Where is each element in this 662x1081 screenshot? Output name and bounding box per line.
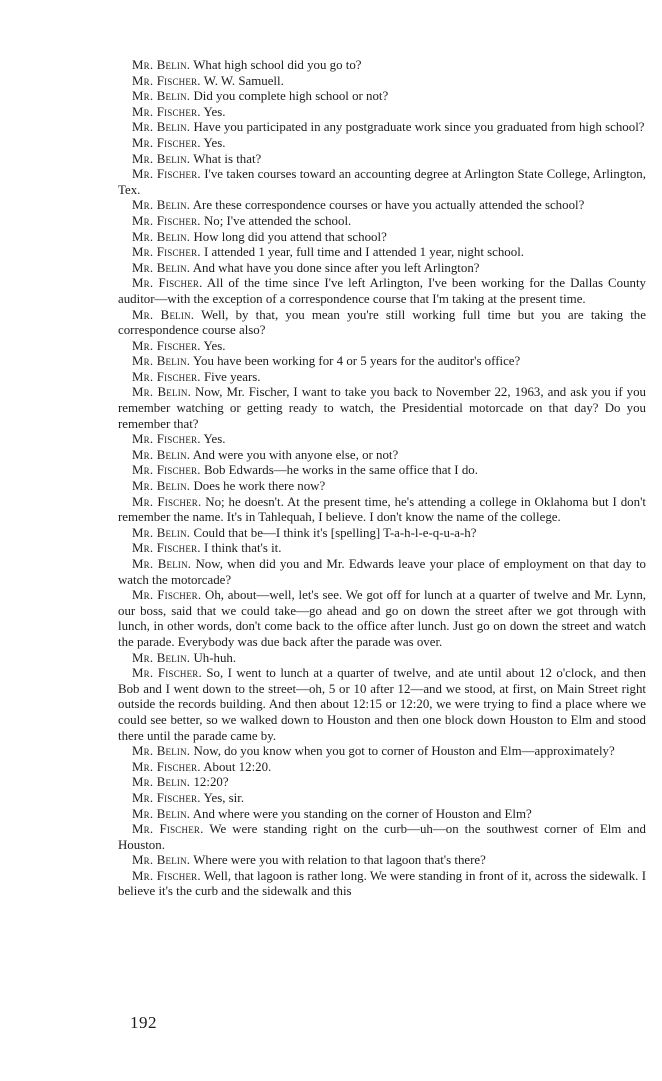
dialogue-paragraph	[118, 370, 646, 386]
dialogue-text: Oh, about—well, let's see. We got off for lunch at a quarter of twelve and Mr. Lynn, our boss, said that we could take—go ahead and go on down the street after we got through with lunch, in other words, don't come back to the office after lunch. Just go on down the street and watch the parade. Everybody was due back after the parade was over.	[118, 588, 646, 649]
speaker-label: Mr. Belin.	[132, 525, 191, 540]
dialogue-text: Now, Mr. Fischer, I want to take you back to November 22, 1963, and ask you if you remember watching or getting ready to watch, the Presidential motorcade on that day? Do you remember that?	[118, 385, 646, 431]
dialogue-text: Five years.	[203, 369, 261, 384]
speaker-label: Mr. Belin.	[132, 557, 192, 571]
speaker-label: Mr. Belin.	[132, 650, 191, 665]
dialogue-paragraph	[118, 822, 646, 853]
dialogue-paragraph	[118, 354, 646, 370]
dialogue-text: Bob Edwards—he works in the same office that I do.	[203, 463, 478, 478]
dialogue-paragraph	[118, 775, 646, 791]
dialogue-text: Could that be—I think it's [spelling] T-a-h-l-e-q-u-a-h?	[193, 525, 477, 540]
dialogue-paragraph	[118, 230, 646, 246]
speaker-label: Mr. Belin.	[132, 447, 191, 462]
dialogue-paragraph	[118, 152, 646, 168]
dialogue-paragraph	[118, 276, 646, 307]
dialogue-text: We were standing right on the curb—uh—on the southwest corner of Elm and Houston.	[118, 822, 646, 852]
dialogue-paragraph	[118, 339, 646, 355]
dialogue-paragraph	[118, 588, 646, 650]
dialogue-paragraph	[118, 167, 646, 198]
dialogue-text: Yes, sir.	[203, 790, 245, 805]
dialogue-text: Now, do you know when you got to corner of Houston and Elm—approximately?	[193, 744, 615, 759]
dialogue-paragraph	[118, 495, 646, 526]
speaker-label: Mr. Fischer.	[132, 135, 201, 150]
dialogue-text: And were you with anyone else, or not?	[192, 447, 399, 462]
dialogue-text: And where were you standing on the corner of Houston and Elm?	[192, 806, 532, 821]
dialogue-text: About 12:20.	[203, 759, 272, 774]
speaker-label: Mr. Belin.	[132, 58, 191, 72]
dialogue-text: Where were you with relation to that lagoon that's there?	[193, 853, 486, 868]
dialogue-text: Yes.	[203, 338, 226, 353]
dialogue-paragraph	[118, 853, 646, 869]
speaker-label: Mr. Fischer.	[132, 73, 201, 88]
speaker-label: Mr. Fischer.	[132, 104, 201, 119]
speaker-label: Mr. Fischer.	[132, 868, 201, 883]
dialogue-paragraph	[118, 448, 646, 464]
dialogue-text: W. W. Samuell.	[203, 73, 284, 88]
dialogue-text: Are these correspondence courses or have you actually attended the school?	[192, 198, 585, 213]
speaker-label: Mr. Fischer.	[132, 666, 202, 681]
dialogue-paragraph	[118, 526, 646, 542]
dialogue-text: Now, when did you and Mr. Edwards leave your place of employment on that day to watch the motorcade?	[118, 557, 646, 587]
speaker-label: Mr. Belin.	[132, 853, 191, 868]
dialogue-paragraph	[118, 120, 646, 136]
speaker-label: Mr. Fischer.	[132, 494, 202, 509]
dialogue-text: So, I went to lunch at a quarter of twelve, and ate until about 12 o'clock, and then Bob and I went down to the street—oh, 5 or 10 after 12—and we stood, at first, on Main Street right outside the records building. And then about 12:15 or 12:20, we were trying to find a place where we could see better, so we walked down to Houston and then one block down Houston to Elm and stood there until the parade came by.	[118, 666, 646, 743]
speaker-label: Mr. Fischer.	[132, 213, 201, 228]
dialogue-paragraph	[118, 214, 646, 230]
dialogue-text: How long did you attend that school?	[193, 229, 387, 244]
dialogue-text: No; he doesn't. At the present time, he's attending a college in Oklahoma but I don't remember the name. It's in Tahlequah, I believe. I don't know the name of the college.	[118, 494, 646, 525]
speaker-label: Mr. Belin.	[132, 120, 191, 135]
dialogue-paragraph	[118, 74, 646, 90]
speaker-label: Mr. Belin.	[132, 89, 191, 104]
dialogue-paragraph	[118, 791, 646, 807]
dialogue-text: Yes.	[203, 432, 226, 447]
dialogue-paragraph	[118, 760, 646, 776]
dialogue-paragraph	[118, 869, 646, 900]
dialogue-text: I think that's it.	[203, 541, 282, 556]
dialogue-text: What high school did you go to?	[193, 58, 362, 72]
speaker-label: Mr. Belin.	[132, 198, 191, 213]
speaker-label: Mr. Fischer.	[132, 790, 201, 805]
speaker-label: Mr. Fischer.	[132, 276, 203, 291]
speaker-label: Mr. Belin.	[132, 385, 192, 400]
dialogue-paragraph	[118, 541, 646, 557]
dialogue-paragraph	[118, 479, 646, 495]
dialogue-text: And what have you done since after you left Arlington?	[192, 260, 480, 275]
dialogue-text: Well, that lagoon is rather long. We were standing in front of it, across the sidewalk. I believe it's the curb and the sidewalk and this	[118, 868, 646, 899]
speaker-label: Mr. Belin.	[132, 806, 191, 821]
dialogue-text: I attended 1 year, full time and I attended 1 year, night school.	[203, 245, 525, 260]
dialogue-text: Does he work there now?	[193, 479, 326, 494]
dialogue-paragraph	[118, 58, 646, 74]
dialogue-paragraph	[118, 807, 646, 823]
dialogue-text: What is that?	[193, 151, 262, 166]
dialogue-paragraph	[118, 308, 646, 339]
speaker-label: Mr. Fischer.	[132, 432, 201, 447]
speaker-label: Mr. Fischer.	[132, 588, 202, 603]
dialogue-paragraph	[118, 744, 646, 760]
dialogue-text: 12:20?	[193, 775, 229, 790]
dialogue-paragraph	[118, 432, 646, 448]
dialogue-paragraph	[118, 136, 646, 152]
dialogue-paragraph	[118, 245, 646, 261]
page-number: 192	[130, 1013, 157, 1032]
dialogue-paragraph	[118, 105, 646, 121]
speaker-label: Mr. Fischer.	[132, 541, 201, 556]
speaker-label: Mr. Belin.	[132, 307, 195, 322]
speaker-label: Mr. Fischer.	[132, 463, 201, 478]
speaker-label: Mr. Fischer.	[132, 167, 201, 182]
speaker-label: Mr. Belin.	[132, 229, 191, 244]
transcript-page	[118, 58, 646, 900]
speaker-label: Mr. Belin.	[132, 744, 191, 759]
dialogue-text: Have you participated in any postgraduate work since you graduated from high school?	[193, 120, 645, 135]
speaker-label: Mr. Fischer.	[132, 338, 201, 353]
speaker-label: Mr. Fischer.	[132, 759, 201, 774]
speaker-label: Mr. Belin.	[132, 354, 191, 369]
dialogue-paragraph	[118, 666, 646, 744]
dialogue-paragraph	[118, 385, 646, 432]
dialogue-text: I've taken courses toward an accounting degree at Arlington State College, Arlington, Tex.	[118, 167, 646, 197]
dialogue-paragraph	[118, 89, 646, 105]
speaker-label: Mr. Fischer.	[132, 245, 201, 260]
dialogue-paragraph	[118, 198, 646, 214]
dialogue-text: You have been working for 4 or 5 years for the auditor's office?	[192, 354, 521, 369]
dialogue-text: Yes.	[203, 104, 226, 119]
speaker-label: Mr. Belin.	[132, 151, 191, 166]
dialogue-paragraph	[118, 557, 646, 588]
dialogue-text: No; I've attended the school.	[203, 213, 352, 228]
dialogue-text: Well, by that, you mean you're still working full time but you are taking the correspondence course also?	[118, 307, 646, 338]
speaker-label: Mr. Fischer.	[132, 369, 201, 384]
speaker-label: Mr. Belin.	[132, 260, 191, 275]
speaker-label: Mr. Belin.	[132, 775, 191, 790]
speaker-label: Mr. Fischer.	[132, 822, 204, 837]
dialogue-paragraph	[118, 651, 646, 667]
speaker-label: Mr. Belin.	[132, 479, 191, 494]
dialogue-paragraph	[118, 261, 646, 277]
dialogue-paragraph	[118, 463, 646, 479]
dialogue-text: All of the time since I've left Arlington, I've been working for the Dallas County auditor—with the exception of a correspondence course that I'm taking at the present time.	[118, 276, 647, 306]
dialogue-text: Uh-huh.	[193, 650, 237, 665]
dialogue-text: Did you complete high school or not?	[193, 89, 389, 104]
dialogue-text: Yes.	[203, 135, 226, 150]
